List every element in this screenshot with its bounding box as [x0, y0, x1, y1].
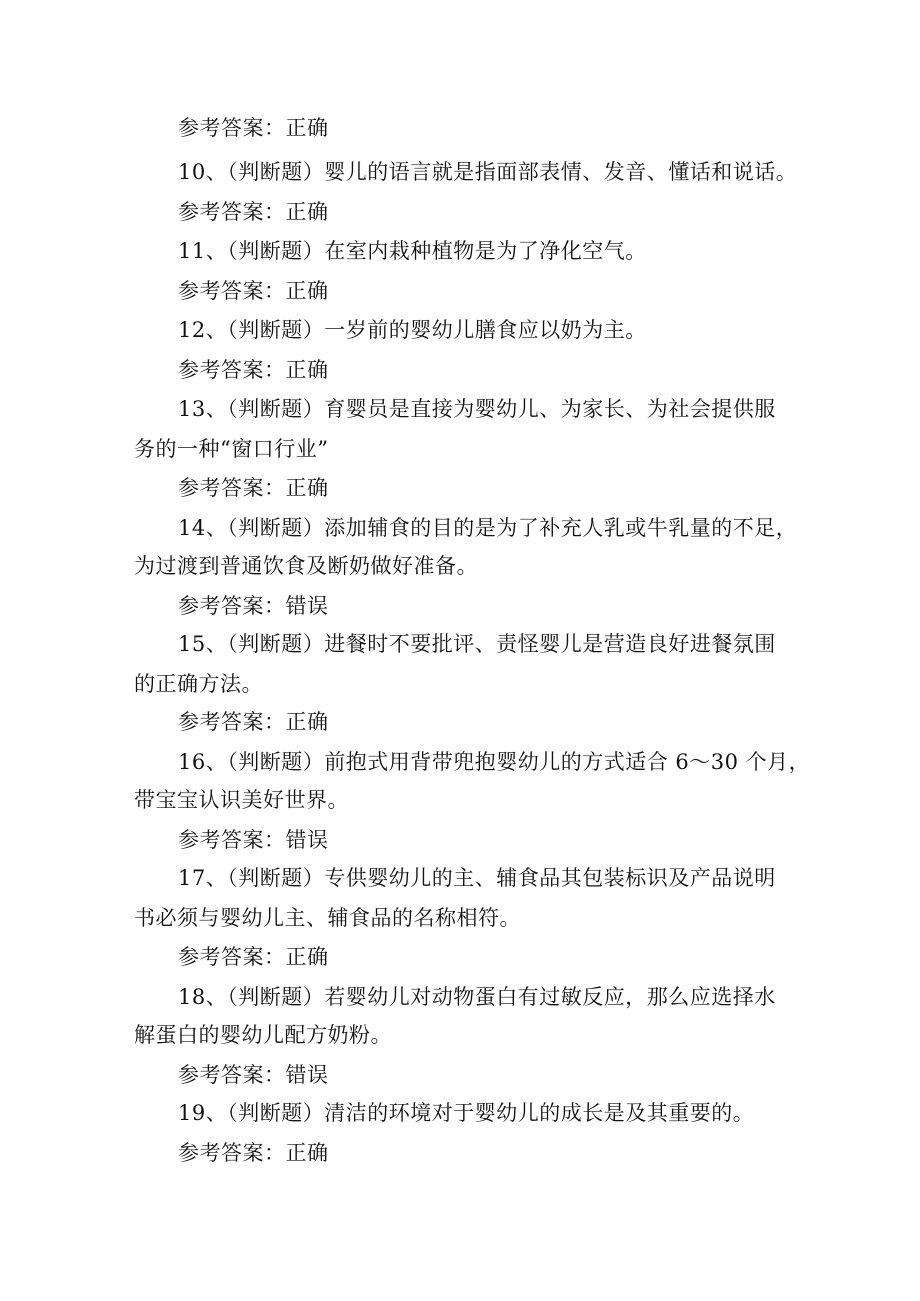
question-line: 17、（判断题）专供婴幼儿的主、辅食品其包装标识及产品说明	[178, 866, 776, 890]
answer-line: 参考答案：错误	[178, 828, 329, 852]
question-line: 10、（判断题）婴儿的语言就是指面部表情、发音、懂话和说话。	[178, 160, 798, 184]
question-line: 19、（判断题）清洁的环境对于婴幼儿的成长是及其重要的。	[178, 1101, 755, 1125]
question-line: 15、（判断题）进餐时不要批评、责怪婴儿是营造良好进餐氛围	[178, 632, 776, 656]
question-line: 13、（判断题）育婴员是直接为婴幼儿、为家长、为社会提供服	[178, 397, 776, 421]
question-continuation-line: 务的一种“窗口行业”	[134, 437, 329, 461]
question-line: 11、（判断题）在室内栽种植物是为了净化空气。	[178, 239, 647, 263]
answer-line: 参考答案：正确	[178, 200, 329, 224]
answer-line: 参考答案：错误	[178, 594, 329, 618]
answer-line: 参考答案：正确	[178, 710, 329, 734]
answer-line: 参考答案：正确	[178, 358, 329, 382]
question-line: 16、（判断题）前抱式用背带兜抱婴幼儿的方式适合 6～30 个月，	[178, 750, 811, 774]
question-line: 12、（判断题）一岁前的婴幼儿膳食应以奶为主。	[178, 318, 647, 342]
question-line: 14、（判断题）添加辅食的目的是为了补充人乳或牛乳量的不足，	[178, 516, 798, 540]
answer-line: 参考答案：正确	[178, 945, 329, 969]
question-continuation-line: 解蛋白的婴幼儿配方奶粉。	[134, 1023, 392, 1047]
answer-line: 参考答案：正确	[178, 116, 329, 140]
question-continuation-line: 的正确方法。	[134, 672, 263, 696]
answer-line: 参考答案：正确	[178, 1141, 329, 1165]
question-continuation-line: 为过渡到普通饮食及断奶做好准备。	[134, 554, 478, 578]
question-continuation-line: 带宝宝认识美好世界。	[134, 788, 349, 812]
answer-line: 参考答案：正确	[178, 279, 329, 303]
question-line: 18、（判断题）若婴幼儿对动物蛋白有过敏反应，那么应选择水	[178, 985, 776, 1009]
question-continuation-line: 书必须与婴幼儿主、辅食品的名称相符。	[134, 906, 521, 930]
answer-line: 参考答案：正确	[178, 476, 329, 500]
answer-line: 参考答案：错误	[178, 1063, 329, 1087]
